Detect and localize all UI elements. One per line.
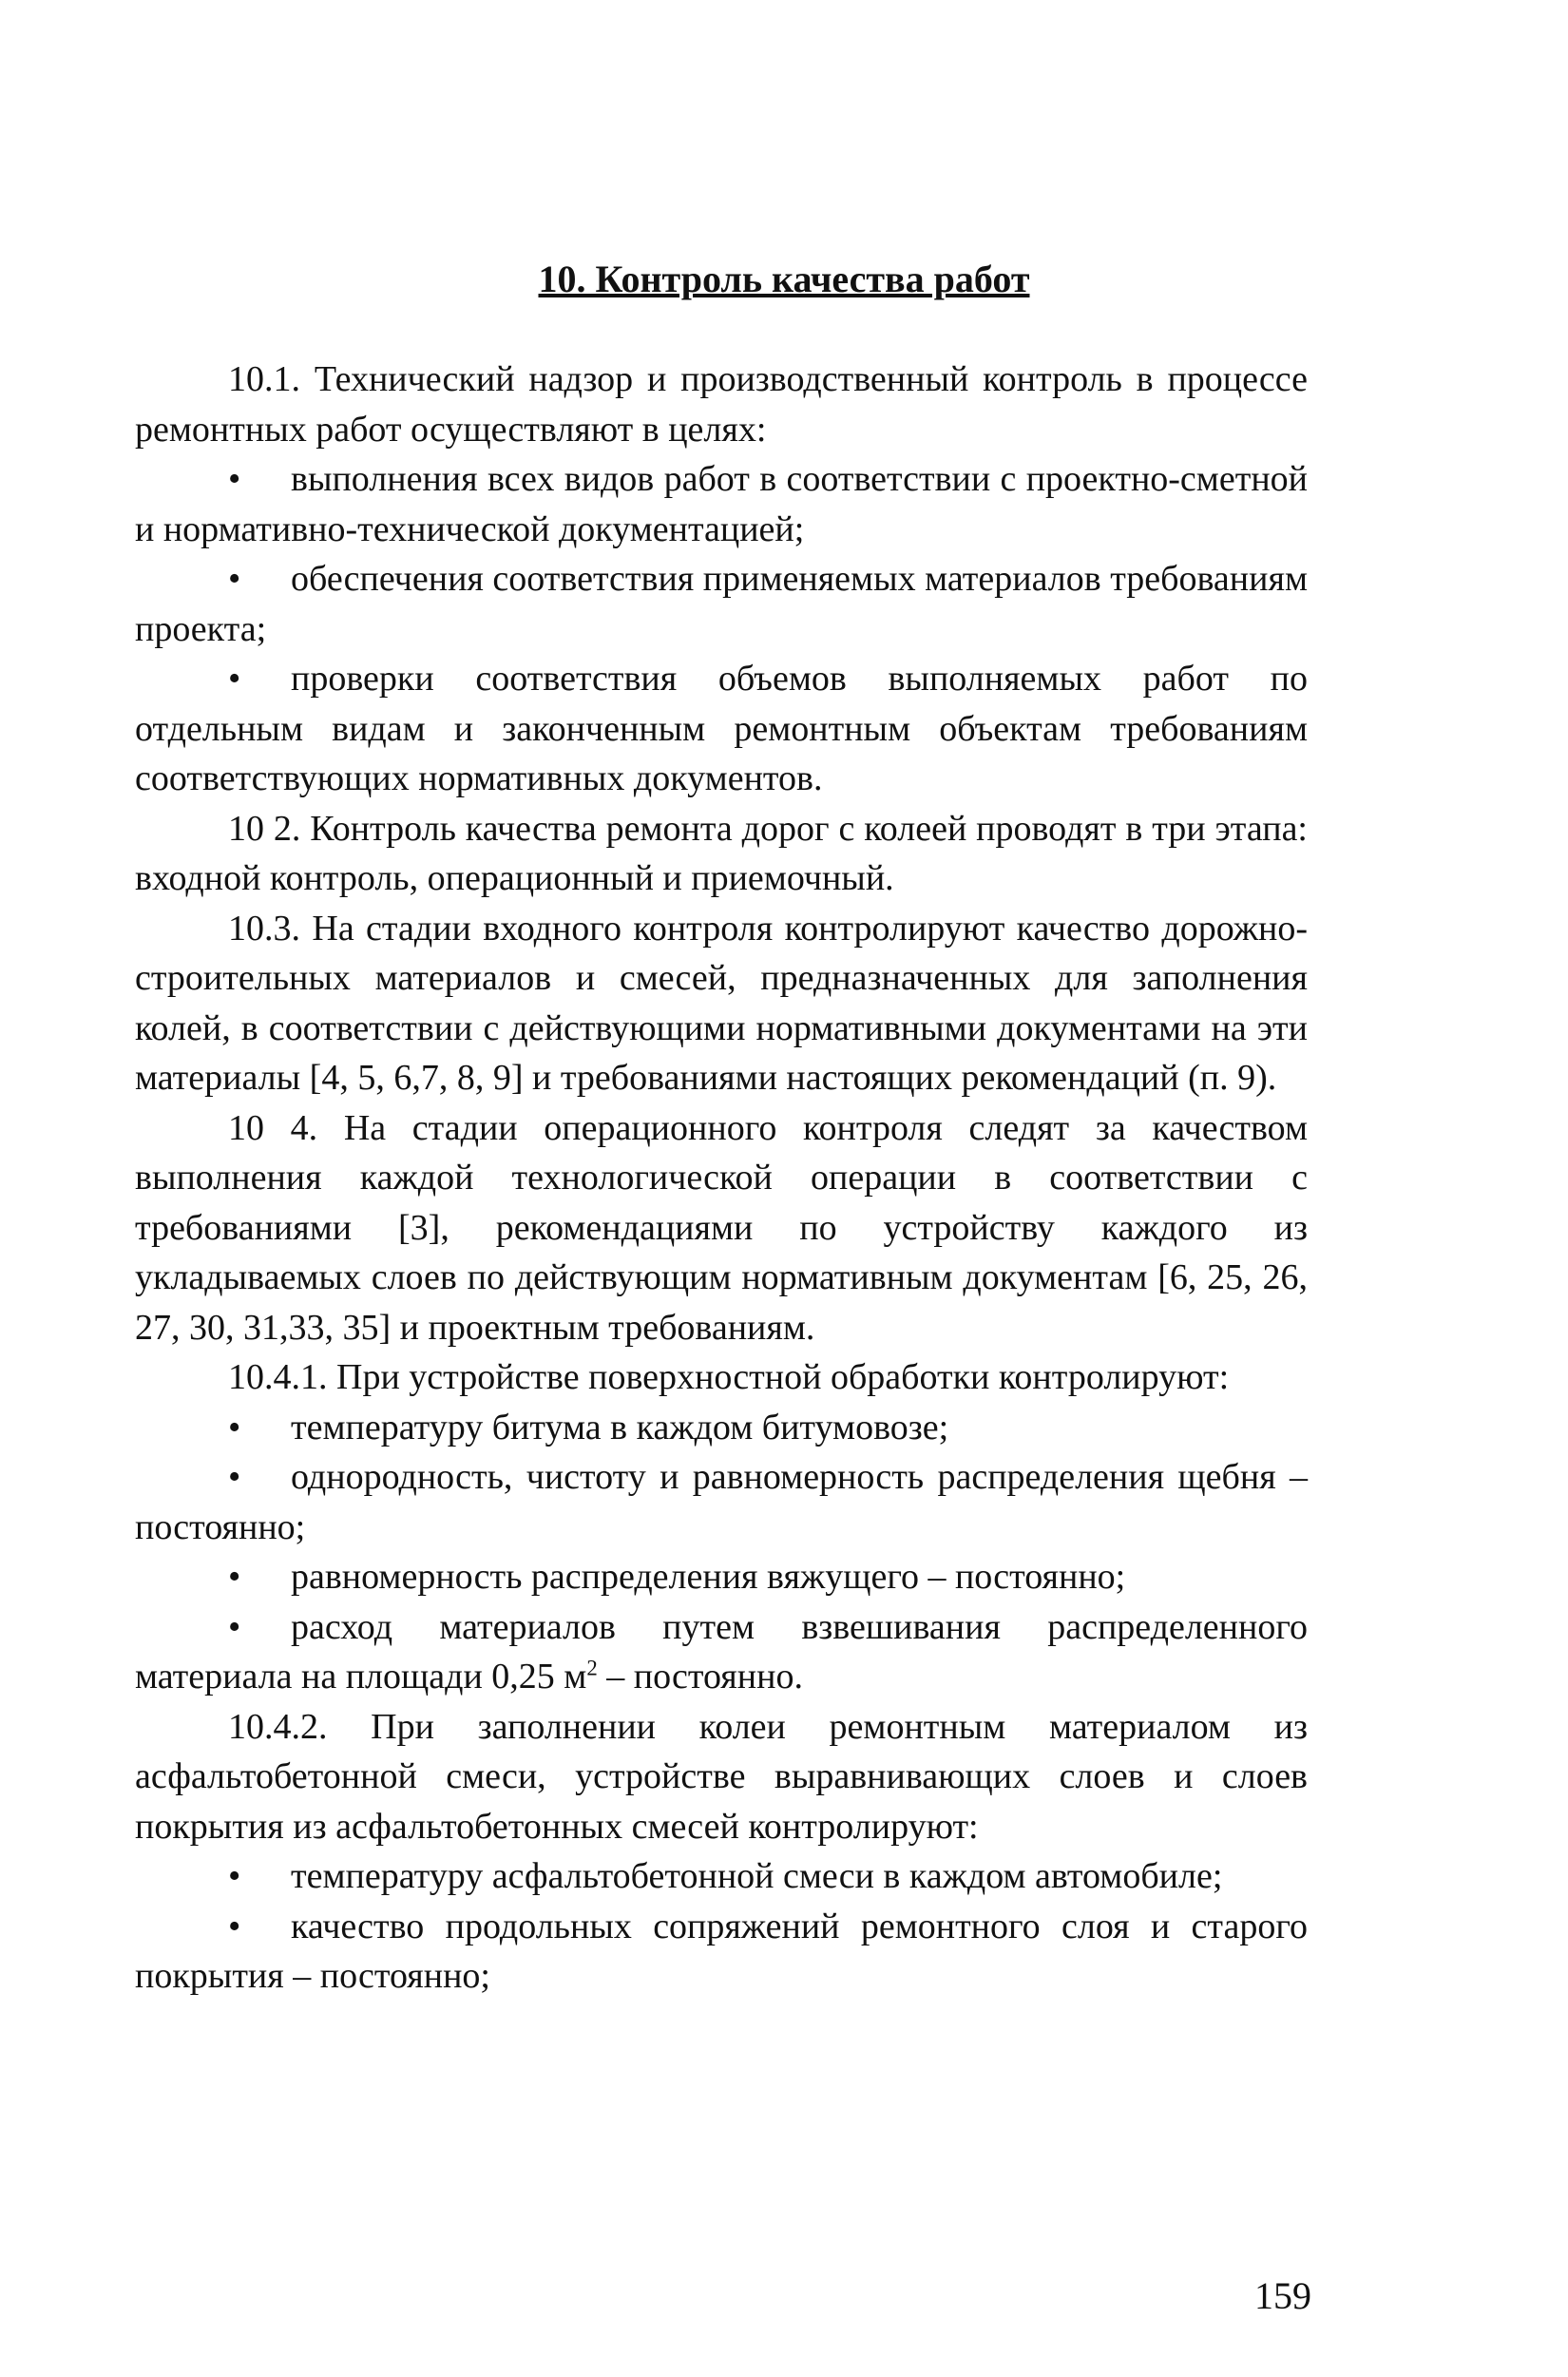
bullet-text: температуру асфальтобетонной смеси в каждом автомобиле; (291, 1856, 1223, 1896)
bullet-item (135, 1452, 1308, 1552)
paragraph-10-4: 10 4. На стадии операционного контроля следят за качеством выполнения каждой технологической операции в соответствии с требованиями [3], рекомендациями по устройству каждого из укладываемых слоев по действующим нормативным документам [6, 25, 26, 27, 30, 31,33, 35] и проектным требованиям. (135, 1107, 1308, 1348)
bullet-text: проверки соответствия объемов выполняемых работ по отдельным видам и законченным ремонтным объектам требованиям соответствующих нормативных документов. (135, 659, 1308, 798)
bullet-icon: • (228, 1906, 241, 1946)
bullet-item (135, 1602, 1308, 1702)
bullet-text: качество продольных сопряжений ремонтного слоя и старого покрытия – постоянно; (135, 1906, 1308, 1996)
bullet-item (135, 1902, 1308, 2002)
bullet-text: однородность, чистоту и равномерность распределения щебня – постоянно; (135, 1457, 1308, 1547)
bullet-text-tail: – постоянно. (597, 1657, 803, 1696)
page-number: 159 (1254, 2274, 1311, 2317)
bullet-item (135, 1552, 1308, 1602)
paragraph-10-4-1: 10.4.1. При устройстве поверхностной обработки контролируют: (228, 1357, 1230, 1397)
bullet-item (135, 1851, 1308, 1902)
bullet-icon: • (228, 1457, 241, 1497)
body-text (135, 255, 1308, 2002)
bullet-item (135, 654, 1308, 804)
bullet-text: равномерность распределения вяжущего – постоянно; (291, 1557, 1126, 1597)
section-title: 10. Контроль качества работ (538, 258, 1030, 300)
bullet-item (135, 454, 1308, 554)
bullet-icon: • (228, 1856, 241, 1896)
paragraph-10-4-2: 10.4.2. При заполнении колеи ремонтным материалом из асфальтобетонной смеси, устройстве выравнивающих слоев и слоев покрытия из асфальтобетонных смесей контролируют: (135, 1706, 1308, 1847)
superscript: 2 (586, 1656, 598, 1680)
bullet-icon: • (228, 1557, 241, 1597)
bullet-item (135, 554, 1308, 654)
bullet-icon: • (228, 1407, 241, 1447)
bullet-icon: • (228, 1606, 241, 1647)
paragraph-10-2: 10 2. Контроль качества ремонта дорог с колеей проводят в три этапа: входной контроль, операционный и приемочный. (135, 808, 1308, 898)
paragraph-10-1: 10.1. Технический надзор и производственный контроль в процессе ремонтных работ осуществляют в целях: (135, 359, 1308, 450)
bullet-icon: • (228, 659, 241, 699)
bullet-text: выполнения всех видов работ в соответствии с проектно-сметной и нормативно-технической документацией; (135, 459, 1308, 549)
bullet-text: температуру битума в каждом битумовозе; (291, 1407, 949, 1447)
paragraph-10-3: 10.3. На стадии входного контроля контролируют качество дорожно-строительных материалов и смесей, предназначенных для заполнения колей, в соответствии с действующими нормативными документами на эти материалы [4, 5, 6,7, 8, 9] и требованиями настоящих рекомендаций (п. 9). (135, 908, 1308, 1098)
bullet-text: расход материалов путем взвешивания распределенного материала на площади 0,25 м (135, 1606, 1308, 1696)
bullet-text: обеспечения соответствия применяемых материалов требованиям проекта; (135, 559, 1308, 649)
bullet-icon: • (228, 459, 241, 499)
bullet-icon: • (228, 559, 241, 599)
bullet-item (135, 1403, 1308, 1453)
